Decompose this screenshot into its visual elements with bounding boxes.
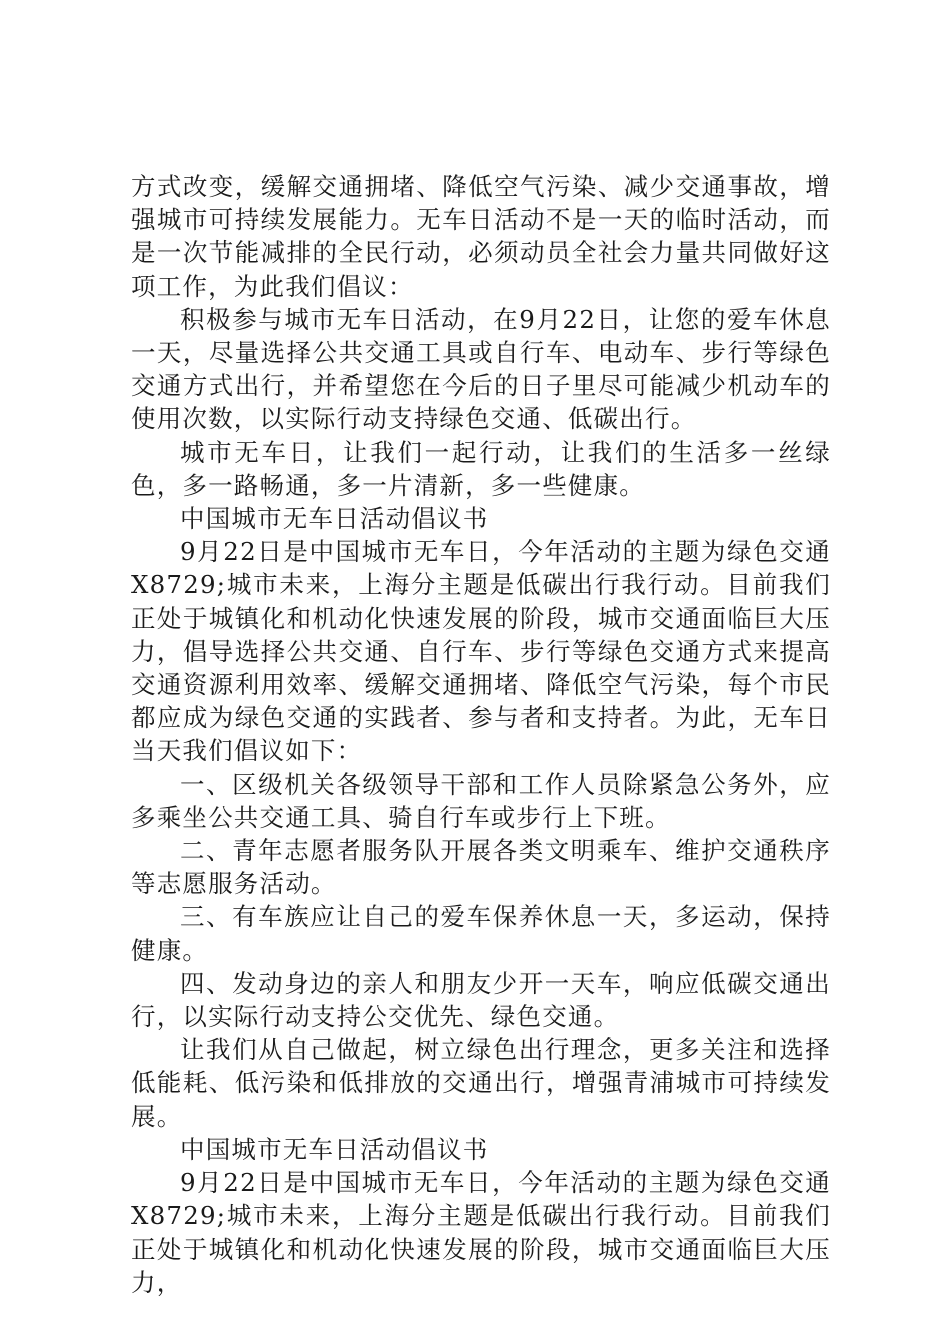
section-heading-proposal: 中国城市无车日活动倡议书 — [180, 504, 489, 534]
paragraph-participate: 积极参与城市无车日活动，在9月22日，让您的爱车休息一天，尽量选择公共交通工具或自行车、电动车、步行等绿色交通方式出行，并希望您在今后的日子里尽可能减少机动车的使用次数，以实际行动支持绿色交通、低碳出行。 — [131, 304, 831, 434]
paragraph-item-three: 三、有车族应让自己的爱车保养休息一天，多运动，保持健康。 — [131, 902, 831, 965]
paragraph-intro-continued: 方式改变，缓解交通拥堵、降低空气污染、减少交通事故，增强城市可持续发展能力。无车日活动不是一天的临时活动，而是一次节能减排的全民行动，必须动员全社会力量共同做好这项工作，为此我们倡议： — [131, 172, 831, 301]
paragraph-theme-intro: 9月22日是中国城市无车日，今年活动的主题为绿色交通X8729;城市未来，上海分主题是低碳出行我行动。目前我们正处于城镇化和机动化快速发展的阶段，城市交通面临巨大压力，倡导选择公共交通、自行车、步行等绿色交通方式来提高交通资源利用效率、缓解交通拥堵、降低空气污染，每个市民都应成为绿色交通的实践者、参与者和支持者。为此，无车日当天我们倡议如下： — [131, 537, 831, 766]
paragraph-item-four: 四、发动身边的亲人和朋友少开一天车，响应低碳交通出行，以实际行动支持公交优先、绿色交通。 — [131, 968, 831, 1032]
paragraph-closing: 让我们从自己做起，树立绿色出行理念，更多关注和选择低能耗、低污染和低排放的交通出行，增强青浦城市可持续发展。 — [131, 1035, 831, 1131]
paragraph-theme-intro-repeat: 9月22日是中国城市无车日，今年活动的主题为绿色交通X8729;城市未来，上海分主题是低碳出行我行动。目前我们正处于城镇化和机动化快速发展的阶段，城市交通面临巨大压力， — [131, 1168, 831, 1297]
paragraph-item-one: 一、区级机关各级领导干部和工作人员除紧急公务外，应多乘坐公共交通工具、骑自行车或步行上下班。 — [131, 769, 831, 832]
document-body — [131, 170, 831, 1299]
paragraph-car-free-day-slogan: 城市无车日，让我们一起行动，让我们的生活多一丝绿色，多一路畅通，多一片清新，多一些健康。 — [131, 437, 831, 500]
section-heading-proposal-repeat: 中国城市无车日活动倡议书 — [180, 1134, 489, 1164]
paragraph-item-two: 二、青年志愿者服务队开展各类文明乘车、维护交通秩序等志愿服务活动。 — [131, 836, 831, 899]
